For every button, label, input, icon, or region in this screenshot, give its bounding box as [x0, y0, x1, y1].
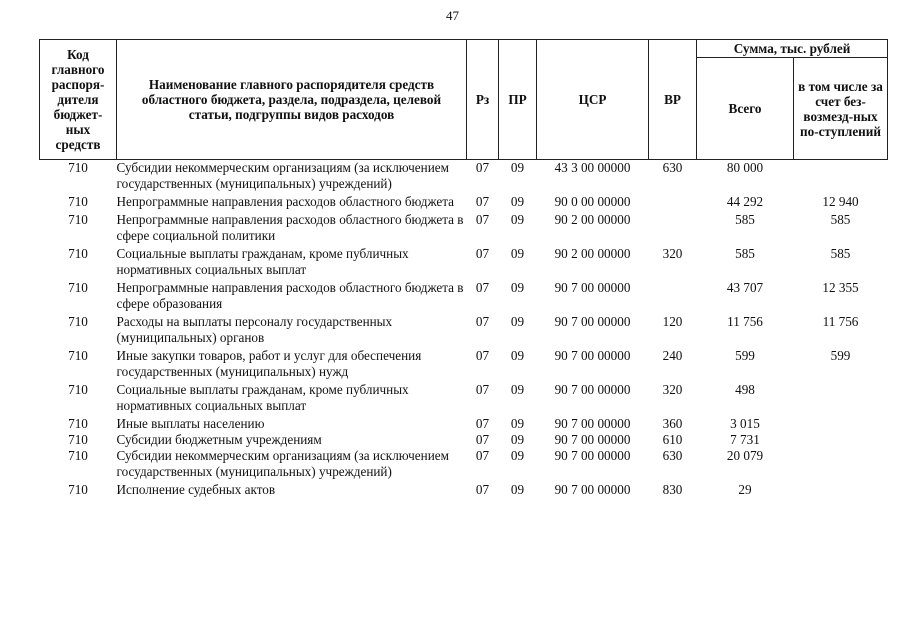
cell-code: 710: [68, 160, 88, 175]
header-rz: Рз: [467, 40, 499, 160]
table-row: [40, 194, 888, 212]
cell-rz: 07: [475, 194, 490, 209]
table-row: [40, 212, 888, 246]
cell-code: 710: [68, 382, 88, 397]
cell-csr: 43 3 00 00000: [554, 160, 631, 175]
table-row: [40, 482, 888, 500]
cell-total: 585: [735, 246, 755, 261]
cell-code: 710: [68, 416, 88, 431]
cell-free: [794, 160, 888, 195]
cell-vr: [649, 212, 697, 246]
cell-name: Субсидии бюджетным учреждениям: [116, 432, 322, 447]
cell-pr: 09: [510, 416, 525, 431]
cell-total: 29: [738, 482, 752, 497]
cell-vr: 630: [662, 160, 683, 175]
cell-rz: 07: [475, 432, 490, 447]
cell-total: 44 292: [726, 194, 764, 209]
table-body: [40, 160, 888, 501]
header-pr: ПР: [499, 40, 537, 160]
header-total: Всего: [697, 58, 794, 160]
header-code: Код главного распоря-дителя бюджет-ных средств: [40, 40, 117, 160]
cell-name: Непрограммные направления расходов областного бюджета в сфере социальной политики: [116, 212, 464, 243]
cell-total: 20 079: [726, 448, 764, 463]
header-name: Наименование главного распорядителя средств областного бюджета, раздела, подраздела, целевой статьи, подгруппы видов расходов: [117, 40, 467, 160]
cell-total: 11 756: [727, 314, 763, 329]
cell-rz: 07: [475, 382, 490, 397]
table-row: [40, 348, 888, 382]
cell-csr: 90 7 00 00000: [554, 416, 631, 431]
cell-csr: 90 0 00 00000: [554, 194, 631, 209]
cell-free: 12 355: [822, 280, 859, 295]
cell-rz: 07: [475, 280, 490, 295]
cell-total: 3 015: [730, 416, 760, 431]
cell-free: 585: [830, 212, 851, 227]
header-vr: ВР: [649, 40, 697, 160]
cell-name: Иные закупки товаров, работ и услуг для обеспечения государственных (муниципальных) нужд: [116, 348, 422, 379]
table-row: [40, 314, 888, 348]
cell-rz: 07: [475, 482, 490, 497]
cell-free: 11 756: [822, 314, 859, 329]
table-row: [40, 246, 888, 280]
cell-code: 710: [68, 314, 88, 329]
table-row: [40, 160, 888, 195]
page-number: 47: [446, 8, 459, 23]
cell-csr: 90 7 00 00000: [554, 482, 631, 497]
cell-name: Непрограммные направления расходов областного бюджета: [116, 194, 455, 209]
cell-pr: 09: [510, 280, 525, 295]
cell-free: [794, 382, 888, 416]
cell-free: [794, 448, 888, 482]
cell-total: 498: [735, 382, 755, 397]
cell-rz: 07: [475, 212, 490, 227]
cell-code: 710: [68, 212, 88, 227]
budget-table: [39, 39, 888, 500]
cell-csr: 90 7 00 00000: [554, 280, 631, 295]
cell-pr: 09: [510, 348, 525, 363]
cell-name: Расходы на выплаты персоналу государственных (муниципальных) органов: [116, 314, 393, 345]
cell-total: 80 000: [726, 160, 764, 175]
cell-vr: 320: [662, 246, 683, 261]
cell-pr: 09: [510, 314, 525, 329]
cell-free: 599: [830, 348, 851, 363]
table-row: [40, 382, 888, 416]
cell-name: Социальные выплаты гражданам, кроме публичных нормативных социальных выплат: [116, 382, 409, 413]
cell-csr: 90 7 00 00000: [554, 382, 631, 397]
cell-total: 585: [735, 212, 755, 227]
cell-vr: 360: [662, 416, 683, 431]
table-header: [40, 40, 888, 160]
cell-code: 710: [68, 482, 88, 497]
cell-total: 599: [735, 348, 755, 363]
cell-csr: 90 7 00 00000: [554, 314, 631, 329]
cell-csr: 90 7 00 00000: [554, 448, 631, 463]
cell-csr: 90 2 00 00000: [554, 246, 631, 261]
cell-pr: 09: [510, 212, 525, 227]
cell-pr: 09: [510, 382, 525, 397]
cell-vr: 240: [662, 348, 683, 363]
cell-csr: 90 7 00 00000: [554, 432, 631, 447]
cell-name: Субсидии некоммерческим организациям (за исключением государственных (муниципальных) учреждений): [116, 448, 449, 479]
cell-pr: 09: [510, 448, 525, 463]
cell-free: [794, 432, 888, 448]
cell-pr: 09: [510, 482, 525, 497]
table-row: [40, 432, 888, 448]
cell-name: Иные выплаты населению: [116, 416, 265, 431]
cell-vr: 320: [662, 382, 683, 397]
cell-free: 12 940: [822, 194, 859, 209]
cell-vr: 630: [662, 448, 683, 463]
cell-code: 710: [68, 432, 88, 447]
cell-total: 7 731: [730, 432, 760, 447]
cell-vr: 830: [662, 482, 683, 497]
cell-code: 710: [68, 448, 88, 463]
cell-free: 585: [830, 246, 851, 261]
cell-pr: 09: [510, 194, 525, 209]
cell-name: Непрограммные направления расходов областного бюджета в сфере образования: [116, 280, 464, 311]
header-free: в том числе за счет без-возмезд-ных по-ступлений: [794, 58, 888, 160]
cell-pr: 09: [510, 432, 525, 447]
cell-pr: 09: [510, 246, 525, 261]
cell-pr: 09: [510, 160, 525, 175]
cell-total: 43 707: [726, 280, 764, 295]
header-sum: Сумма, тыс. рублей: [697, 40, 888, 58]
header-csr: ЦСР: [537, 40, 649, 160]
cell-name: Социальные выплаты гражданам, кроме публичных нормативных социальных выплат: [116, 246, 409, 277]
cell-csr: 90 2 00 00000: [554, 212, 631, 227]
cell-rz: 07: [475, 246, 490, 261]
cell-code: 710: [68, 280, 88, 295]
cell-rz: 07: [475, 160, 490, 175]
cell-code: 710: [68, 348, 88, 363]
table-row: [40, 416, 888, 432]
cell-rz: 07: [475, 348, 490, 363]
cell-name: Исполнение судебных актов: [116, 482, 276, 497]
cell-free: [794, 416, 888, 432]
cell-vr: [649, 280, 697, 314]
cell-csr: 90 7 00 00000: [554, 348, 631, 363]
cell-code: 710: [68, 194, 88, 209]
table-row: [40, 280, 888, 314]
cell-vr: 610: [662, 432, 683, 447]
cell-vr: 120: [662, 314, 683, 329]
cell-code: 710: [68, 246, 88, 261]
cell-rz: 07: [475, 314, 490, 329]
cell-name: Субсидии некоммерческим организациям (за исключением государственных (муниципальных) учреждений): [116, 160, 449, 191]
cell-vr: [649, 194, 697, 212]
cell-free: [794, 482, 888, 500]
cell-rz: 07: [475, 448, 490, 463]
table-row: [40, 448, 888, 482]
cell-rz: 07: [475, 416, 490, 431]
